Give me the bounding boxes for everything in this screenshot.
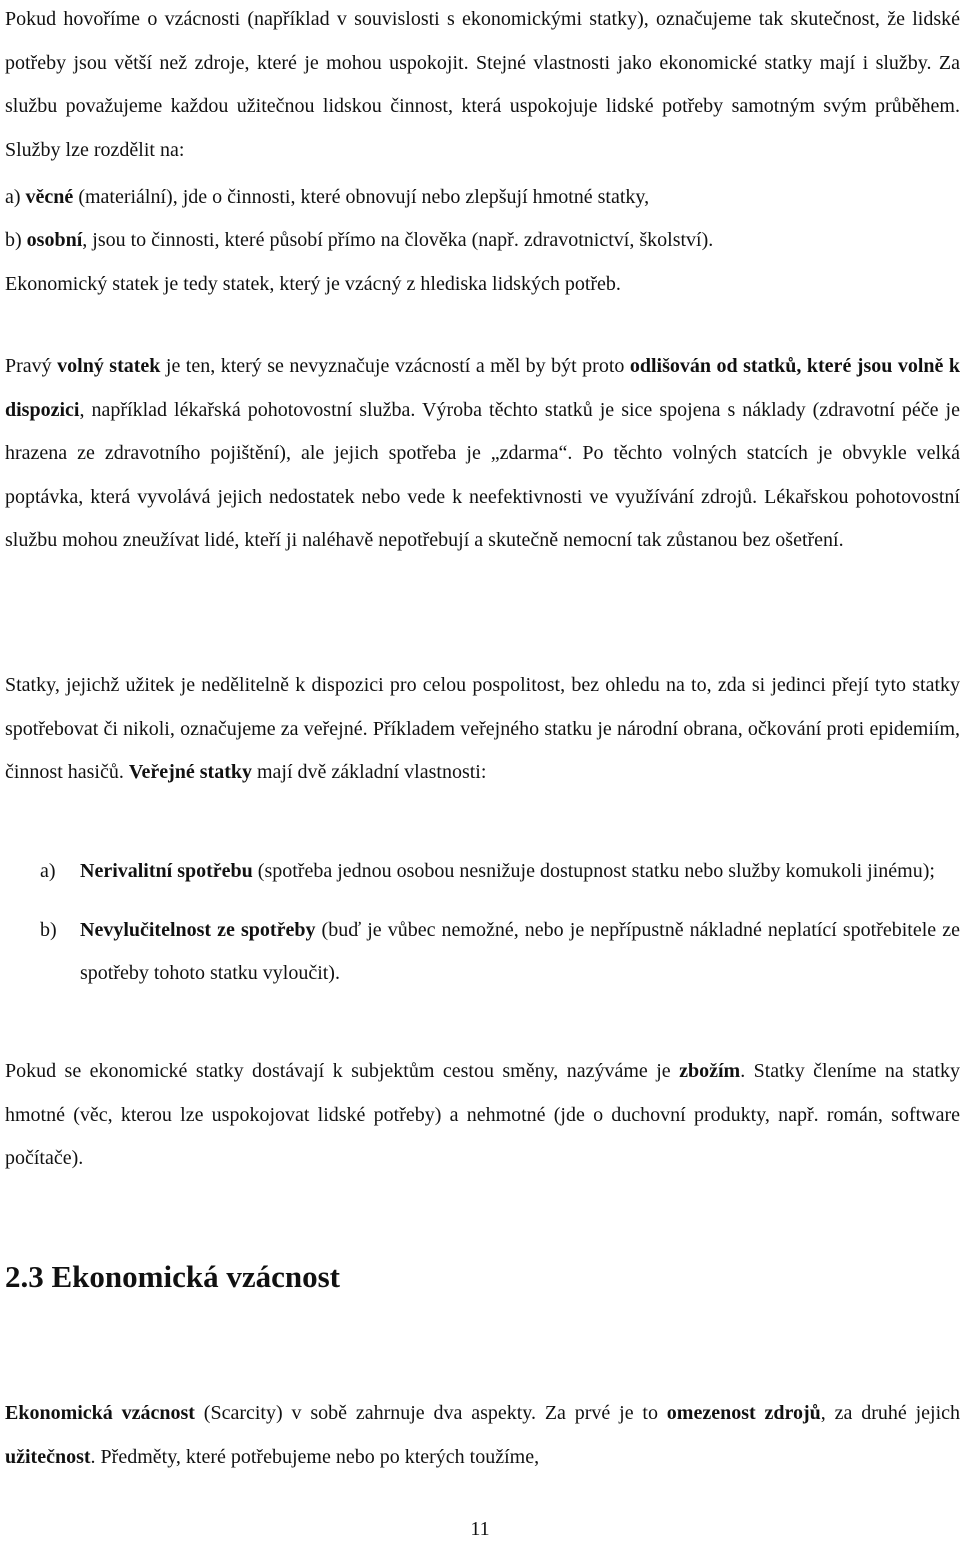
paragraph-text: (materiální), jde o činnosti, které obnovují nebo zlepšují hmotné statky, bbox=[73, 186, 650, 208]
list-item bbox=[0, 909, 960, 996]
section-number: 2.3 bbox=[5, 1259, 44, 1294]
paragraph-text: . Předměty, které potřebujeme nebo po kterých toužíme, bbox=[90, 1445, 540, 1468]
paragraph-text: , jsou to činnosti, které působí přímo na člověka (např. zdravotnictví, školství). bbox=[82, 229, 714, 251]
list-item-term: Nevylučitelnost ze spotřeby bbox=[80, 918, 316, 941]
list-item-text: (spotřeba jednou osobou nesnižuje dostupnost statku nebo služby komukoli jinému); bbox=[252, 860, 935, 882]
paragraph-services-personal bbox=[5, 219, 960, 263]
page-number: 11 bbox=[470, 1518, 490, 1540]
paragraph-goods-merchandise bbox=[5, 1050, 960, 1181]
paragraph-scarcity-intro bbox=[5, 0, 960, 172]
list-item-term: Nerivalitní spotřebu bbox=[80, 860, 253, 882]
paragraph-text: Statky, jejichž užitek je nedělitelně k dispozici pro celou pospolitost, bez ohledu na to, zda si jedinci přejí tyto statky spotřebovat či nikoli, označujeme za veřejné. Příkladem veřejného statku je národní obrana, očkování proti epidemiím, činnost hasičů. bbox=[5, 674, 960, 783]
paragraph-text: Ekonomický statek je tedy statek, který je vzácný z hlediska lidských potřeb. bbox=[5, 273, 621, 295]
paragraph-text: mají dvě základní vlastnosti: bbox=[252, 761, 487, 783]
section-heading bbox=[5, 1252, 340, 1302]
public-goods-properties-list bbox=[0, 850, 960, 996]
term-merchandise: zbožím bbox=[679, 1060, 741, 1082]
paragraph-text: Pokud se ekonomické statky dostávají k subjektům cestou směny, nazýváme je bbox=[5, 1060, 680, 1082]
item-prefix: b) bbox=[5, 229, 27, 251]
paragraph-free-good bbox=[5, 345, 960, 563]
list-marker: a) bbox=[40, 860, 56, 882]
list-marker: b) bbox=[40, 918, 57, 941]
paragraph-text: je ten, který se nevyznačuje vzácností a měl by být proto bbox=[160, 355, 630, 377]
paragraph-economic-scarcity bbox=[5, 1392, 960, 1479]
term-public-goods: Veřejné statky bbox=[128, 761, 252, 783]
paragraph-text: . Statky členíme na statky hmotné (věc, kterou lze uspokojovat lidské potřeby) a nehmotné (jde o duchovní produkty, např. román, software počítače). bbox=[5, 1060, 960, 1169]
term-usefulness: užitečnost bbox=[5, 1445, 91, 1468]
term-free-good: volný statek bbox=[57, 355, 161, 377]
paragraph-text: , například lékařská pohotovostní služba. Výroba těchto statků je sice spojena s náklady (zdravotní péče je hrazena ze zdravotního pojištění), ale jejich spotřeba je „zdarma“. Po těchto volných statcích je obvykle velká poptávka, která vyvolává jejich nedostatek nebo vede k neefektivnosti ve využívání zdrojů. Lékařskou pohotovostní službu mohou zneužívat lidé, kteří ji naléhavě nepotřebují a skutečně nemocní tak zůstanou bez ošetření. bbox=[5, 398, 960, 551]
item-prefix: a) bbox=[5, 186, 26, 208]
paragraph-public-goods bbox=[5, 664, 960, 795]
paragraph-text: (Scarcity) v sobě zahrnuje dva aspekty. Za prvé je to bbox=[194, 1402, 667, 1424]
section-title: Ekonomická vzácnost bbox=[51, 1259, 340, 1294]
paragraph-text: Pokud hovoříme o vzácnosti (například v souvislosti s ekonomickými statky), označujeme tak skutečnost, že lidské potřeby jsou větší než zdroje, které je mohou uspokojit. Stejné vlastnosti jako ekonomické statky mají i služby. Za službu považujeme každou užitečnou lidskou činnost, která uspokojuje lidské potřeby samotným svým průběhem. Služby lze rozdělit na: bbox=[5, 8, 960, 161]
list-item-text: (buď je vůbec nemožné, nebo je nepřípustně nákladné neplatící spotřebitele ze spotřeby tohoto statku vyloučit). bbox=[80, 918, 960, 984]
term-personal: osobní bbox=[26, 229, 83, 251]
term-economic-scarcity: Ekonomická vzácnost bbox=[5, 1402, 195, 1424]
paragraph-services-material bbox=[5, 176, 960, 220]
paragraph-text: Pravý bbox=[5, 355, 58, 377]
term-material: věcné bbox=[25, 186, 74, 208]
list-item bbox=[0, 850, 960, 894]
term-distinguished: odlišován od statků, které jsou volně k dispozici bbox=[5, 355, 960, 421]
paragraph-economic-good bbox=[5, 263, 960, 307]
term-resource-limits: omezenost zdrojů bbox=[666, 1402, 821, 1424]
paragraph-text: , za druhé jejich bbox=[820, 1402, 960, 1424]
